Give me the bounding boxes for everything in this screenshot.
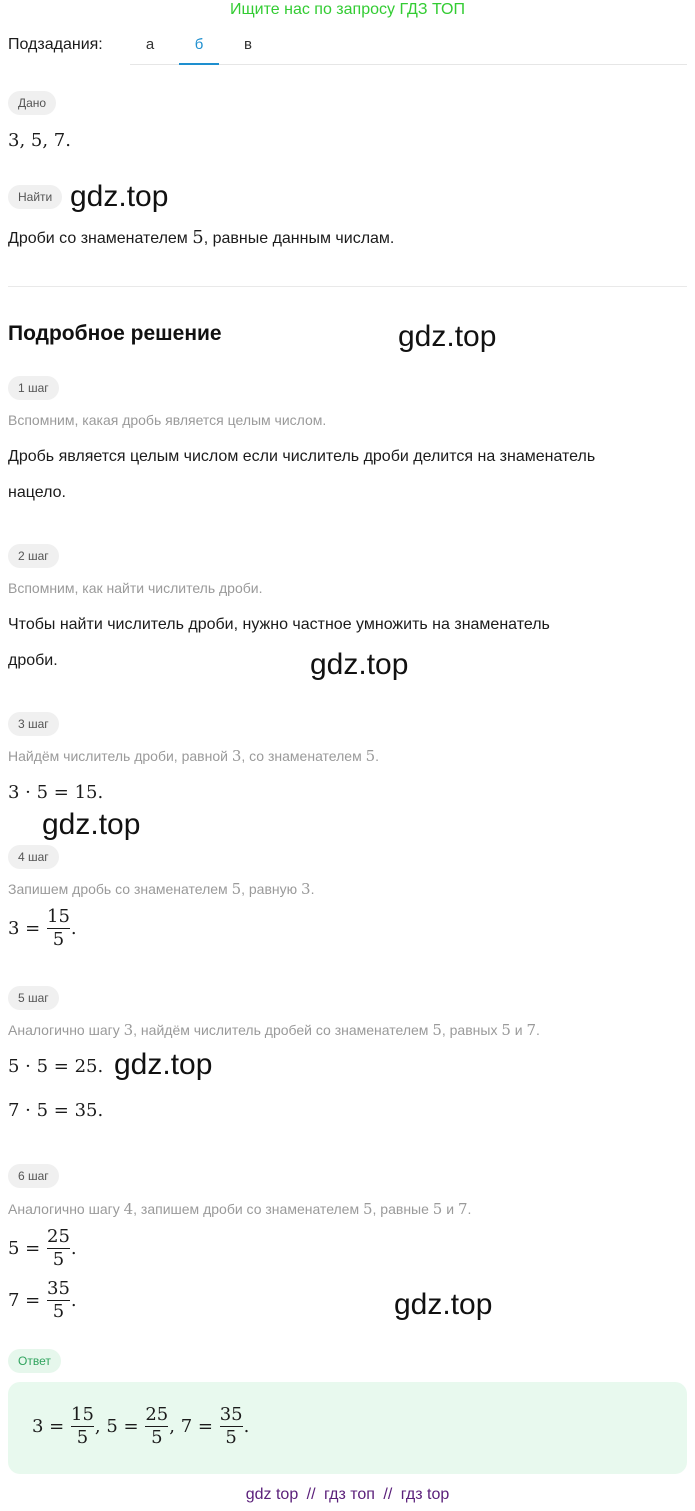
step4-lhs: 3 = — [8, 918, 41, 940]
footer-separator: // — [383, 1486, 393, 1503]
step5-hint-d: и — [510, 1022, 527, 1038]
step4-formula — [8, 906, 77, 951]
step6-f2-lhs: 7 = — [8, 1290, 41, 1312]
answer-a-lhs: 3 = — [32, 1416, 65, 1438]
step5-formula2: 7 · 5 = 35. — [8, 1100, 104, 1121]
answer-b-den: 5 — [151, 1427, 163, 1449]
step6-f1-lhs: 5 = — [8, 1238, 41, 1260]
step3-hint-b: , со знаменателем — [241, 748, 366, 764]
step6-chip-wrap — [8, 1164, 59, 1188]
find-text-b: , равные данным числам. — [203, 230, 395, 247]
answer-b-num: 25 — [145, 1404, 169, 1425]
step6-f2-num: 35 — [47, 1278, 70, 1299]
step6-hint-d: и — [442, 1201, 458, 1217]
watermark: gdz.top — [42, 808, 141, 841]
watermark: gdz.top — [394, 1288, 493, 1321]
step4-den: 5 — [52, 929, 65, 951]
section-divider — [8, 286, 687, 287]
answer-tail: . — [243, 1416, 250, 1438]
given-value: 3, 5, 7. — [8, 130, 71, 151]
step6-f1-num: 25 — [47, 1226, 70, 1247]
footer-link-gdz-top[interactable]: gdz top — [245, 1486, 299, 1503]
tab-a[interactable]: а — [145, 36, 155, 53]
answer-b-lhs: , 5 = — [94, 1416, 139, 1438]
step3-hint-m1: 3 — [231, 747, 242, 765]
step2-hint: Вспомним, как найти числитель дроби. — [8, 580, 263, 596]
footer-links — [0, 1486, 695, 1504]
answer-c-den: 5 — [225, 1427, 237, 1449]
step4-hint-c: . — [310, 881, 315, 897]
step1-text-line2: нацело. — [8, 484, 66, 501]
watermark: gdz.top — [114, 1048, 213, 1081]
step6-hint-m3: 5 — [432, 1200, 443, 1218]
step6-hint — [8, 1200, 471, 1218]
step4-hint-a: Запишем дробь со знаменателем — [8, 881, 232, 897]
step4-fraction — [47, 906, 70, 951]
step6-hint-m4: 7 — [457, 1200, 468, 1218]
answer-c-num: 35 — [219, 1404, 243, 1425]
step6-hint-b: , запишем дроби со знаменателем — [133, 1201, 363, 1217]
given-chip: Дано — [8, 91, 56, 115]
find-text-a: Дроби со знаменателем — [8, 230, 193, 247]
step6-f1-tail: . — [70, 1238, 77, 1260]
step4-chip-wrap — [8, 845, 59, 869]
find-text — [8, 220, 394, 257]
step6-hint-a: Аналогично шагу — [8, 1201, 124, 1217]
footer-link-gdz-top-ru[interactable]: гдз топ — [324, 1486, 375, 1503]
step5-formula1: 5 · 5 = 25. — [8, 1056, 104, 1077]
step5-chip: 5 шаг — [8, 986, 59, 1010]
step5-hint-m2: 5 — [432, 1021, 442, 1039]
step4-chip: 4 шаг — [8, 845, 59, 869]
find-chip: Найти — [8, 185, 62, 209]
step6-hint-e: . — [467, 1201, 472, 1217]
answer-c-lhs: , 7 = — [169, 1416, 213, 1438]
step2-text-line2: дроби. — [8, 652, 58, 669]
step1-chip: 1 шаг — [8, 376, 59, 400]
watermark: gdz.top — [310, 648, 409, 681]
step4-num: 15 — [47, 906, 70, 927]
watermark: gdz.top — [398, 320, 497, 353]
solution-title: Подробное решение — [8, 322, 222, 345]
step1-hint: Вспомним, какая дробь является целым числом. — [8, 412, 327, 428]
answer-a-fraction — [71, 1404, 94, 1449]
step6-chip: 6 шаг — [8, 1164, 59, 1188]
step5-hint-m3: 5 — [501, 1021, 511, 1039]
find-text-math: 5 — [192, 227, 204, 248]
step5-hint — [8, 1021, 540, 1039]
step5-hint-m4: 7 — [526, 1021, 537, 1039]
step2-text-line1: Чтобы найти числитель дроби, нужно частное умножить на знаменатель — [8, 616, 550, 633]
watermark: gdz.top — [70, 180, 169, 213]
step5-chip-wrap — [8, 986, 59, 1010]
step3-hint-a: Найдём числитель дроби, равной — [8, 748, 232, 764]
active-tab-indicator — [179, 63, 219, 65]
step6-f1-den: 5 — [52, 1249, 65, 1271]
answer-c-fraction — [220, 1404, 243, 1449]
step3-chip: 3 шаг — [8, 712, 59, 736]
step5-hint-e: . — [536, 1022, 540, 1038]
answer-chip-wrap — [8, 1349, 61, 1373]
step6-hint-m1: 4 — [123, 1200, 134, 1218]
given-chip-wrap — [8, 91, 56, 115]
step1-chip-wrap — [8, 376, 59, 400]
answer-chip: Ответ — [8, 1349, 61, 1373]
step5-hint-m1: 3 — [123, 1021, 134, 1039]
step3-hint — [8, 747, 379, 765]
step6-f2-den: 5 — [52, 1301, 65, 1323]
step1-text-line1: Дробь является целым числом если числитель дроби делится на знаменатель — [8, 448, 596, 465]
step4-hint-b: , равную — [241, 881, 302, 897]
step6-hint-m2: 5 — [362, 1200, 373, 1218]
answer-a-num: 15 — [71, 1404, 94, 1425]
step3-hint-m2: 5 — [365, 747, 376, 765]
footer-link-gdz-top-mixed[interactable]: гдз top — [400, 1486, 450, 1503]
answer-b-fraction — [145, 1404, 168, 1449]
step4-hint-m2: 3 — [301, 880, 311, 898]
subtasks-label: Подзадания: — [8, 36, 103, 53]
answer-a-den: 5 — [76, 1427, 89, 1449]
step3-formula: 3 · 5 = 15. — [8, 782, 104, 803]
footer-separator: // — [306, 1486, 316, 1503]
step6-hint-c: , равные — [372, 1201, 433, 1217]
step4-tail: . — [70, 918, 77, 940]
tab-v[interactable]: в — [244, 36, 252, 53]
step6-formula1 — [8, 1226, 77, 1271]
step2-chip: 2 шаг — [8, 544, 59, 568]
step5-hint-c: , равных — [441, 1022, 502, 1038]
step3-chip-wrap — [8, 712, 59, 736]
answer-formula — [32, 1404, 249, 1449]
search-banner: Ищите нас по запросу ГДЗ ТОП — [230, 1, 465, 18]
tab-b[interactable]: б — [194, 36, 204, 53]
step2-chip-wrap — [8, 544, 59, 568]
step5-hint-b: , найдём числитель дробей со знаменателем — [133, 1022, 433, 1038]
step6-f2-tail: . — [70, 1290, 77, 1312]
step3-hint-c: . — [375, 748, 380, 764]
step6-f1-fraction — [47, 1226, 70, 1271]
step5-hint-a: Аналогично шагу — [8, 1022, 124, 1038]
find-chip-wrap — [8, 185, 62, 209]
step6-formula2 — [8, 1278, 77, 1323]
step6-f2-fraction — [47, 1278, 70, 1323]
step4-hint-m1: 5 — [231, 880, 242, 898]
step4-hint — [8, 880, 314, 898]
